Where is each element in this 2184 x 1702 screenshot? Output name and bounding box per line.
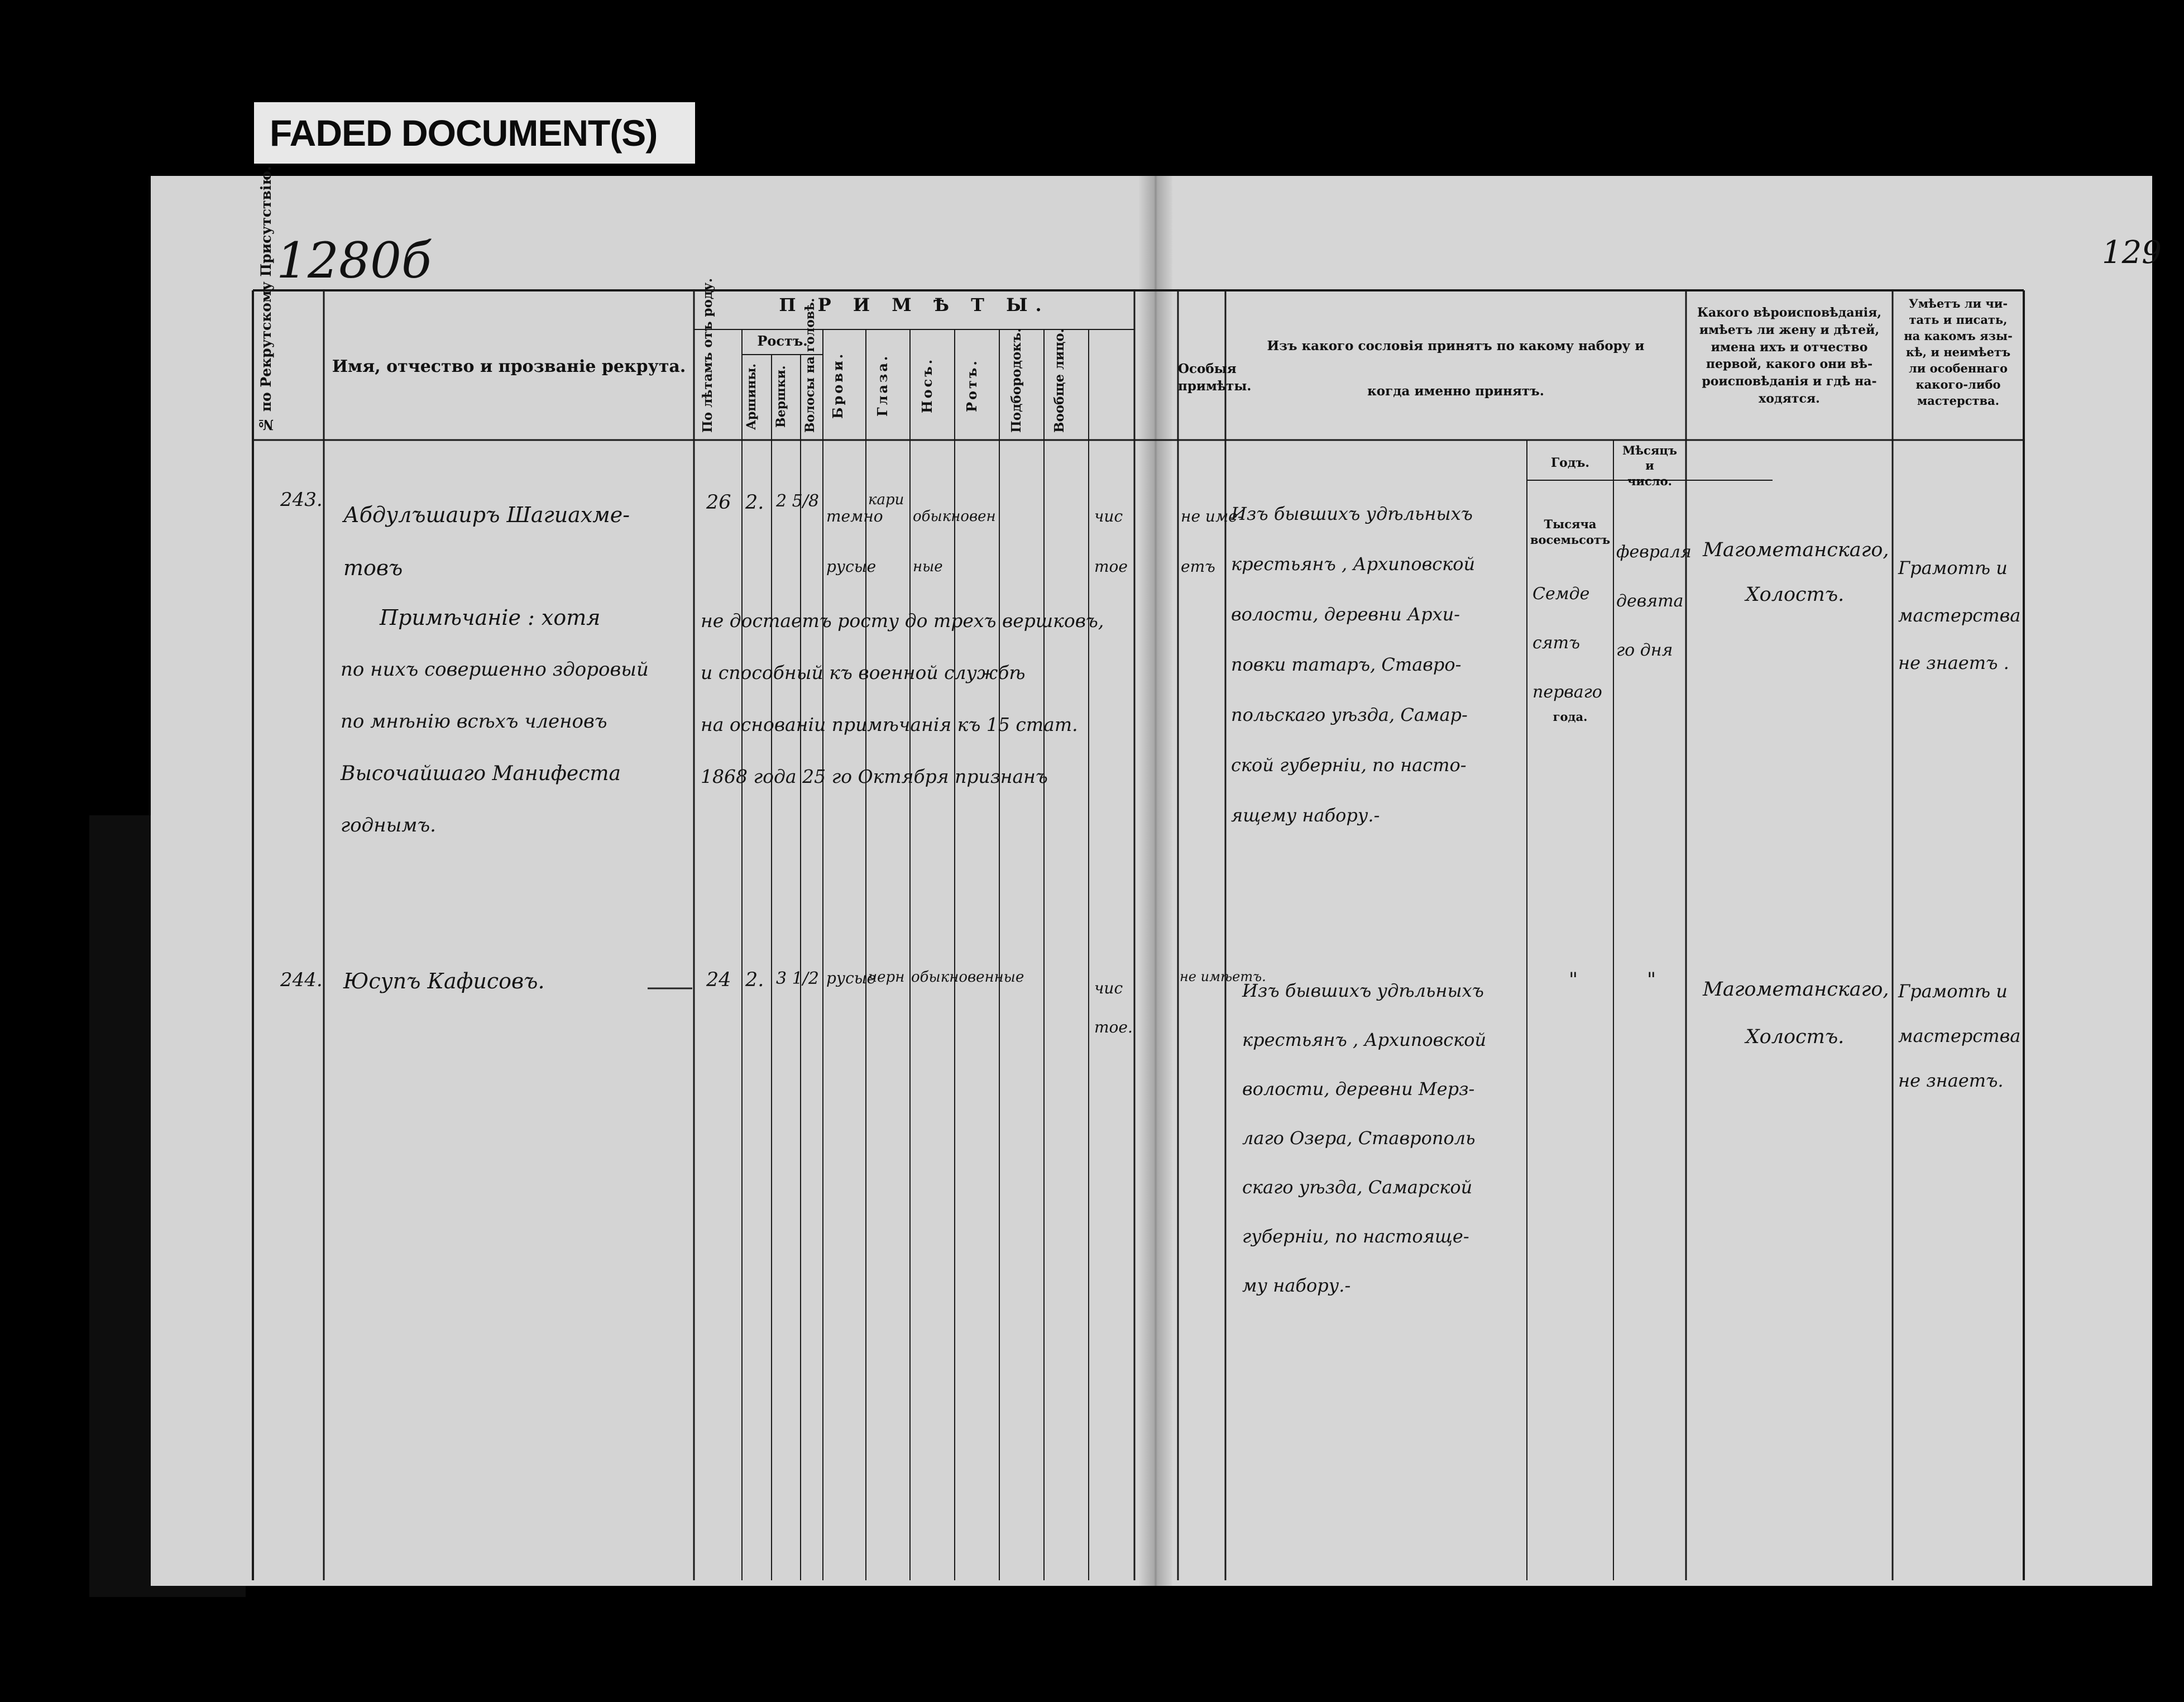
year-value: Семде сятъ перваго — [1532, 584, 1602, 702]
hair-value: темно русые — [826, 507, 883, 576]
estate-value: Изъ бывшихъ удѣльныхъ крестьянъ , Архиповской волости, деревни Мерз- лаго Озера, Ставрополь скаго уѣзда, Самарской губерніи, по настояще- му набору.- — [1242, 980, 1487, 1296]
year-printed-prefix: Тысяча восемьсотъ — [1530, 517, 1611, 547]
faded-document-stamp: FADED DOCUMENT(S) — [254, 102, 695, 164]
year-printed-suffix: года. — [1553, 710, 1588, 724]
vershki-value: 2 5/8 — [776, 491, 819, 511]
month-day-value: " — [1647, 969, 1656, 991]
record-number: 244. — [280, 969, 323, 991]
page-number-right: 129 — [2102, 235, 2162, 271]
eyes-value: обыкновенные — [911, 969, 1024, 986]
special-marks-value: не име- етъ — [1181, 507, 1243, 576]
header-height: Ростъ. — [757, 333, 808, 349]
note-left: Примѣчаніе : хотя по нихъ совершенно здоровый по мнѣнію всѣхъ членовъ Высочайшаго Манифеста годнымъ. — [341, 605, 649, 836]
religion-value: Магометанскаго, Холостъ. — [1703, 978, 1889, 1048]
header-religion: Какого вѣроисповѣданія, имѣетъ ли жену и дѣтей, имена ихъ и отчество первой, какого они вѣ- роисповѣданія и гдѣ на- ходятся. — [1697, 305, 1881, 406]
arshin-value: 2. — [745, 491, 764, 514]
vershki-value: 3 1/2 — [776, 969, 819, 988]
age-value: 26 — [706, 491, 731, 514]
header-eyes: Глаза. — [874, 353, 890, 417]
literacy-value: Грамотѣ и мастерства не знаетъ. — [1898, 981, 2021, 1091]
header-literacy: Умѣетъ ли чи- тать и писать, на какомъ язы- кѣ, и неимѣетъ ли особеннаго какого-либо мастерства. — [1904, 297, 2013, 408]
recruit-name: Юсупъ Кафисовъ. — [343, 969, 545, 993]
header-special-marks: Особыя примѣты. — [1178, 361, 1252, 394]
header-recruit-name: Имя, отчество и прозваніе рекрута. — [332, 357, 686, 376]
page-number-left: 1280б — [276, 232, 432, 289]
header-brows: Брови. — [830, 351, 846, 419]
header-mouth: Ротъ. — [964, 358, 980, 412]
record-number: 243. — [280, 489, 323, 511]
estate-value: Изъ бывшихъ удѣльныхъ крестьянъ , Архиповской волости, деревни Архи- повки татаръ, Ставро- польскаго уѣзда, Самар- ской губерніи, по насто- ящему набору.- — [1231, 503, 1476, 826]
header-chin: Подбородокъ. — [1009, 328, 1024, 433]
header-face: Вообще лицо. — [1052, 328, 1067, 433]
header-estate: Изъ какого сословія принятъ по какому набору и когда именно принятъ. — [1267, 338, 1645, 399]
header-arshin: Аршины. — [744, 363, 759, 430]
brows-value: кари — [868, 491, 904, 508]
header-vershki: Вершки. — [774, 365, 788, 428]
header-record-number: № по Рекрутскому Присутствію. — [258, 166, 274, 433]
brows-value: черн — [868, 969, 905, 986]
special-marks-value: не имѣетъ. — [1180, 969, 1266, 984]
arshin-value: 2. — [745, 969, 764, 991]
eyes-value: обыкновен ные — [913, 508, 996, 575]
hair-value: русые — [826, 969, 877, 987]
header-year: Годъ. — [1550, 456, 1590, 470]
name-dash — [648, 987, 692, 990]
ledger-book — [151, 166, 2162, 1586]
header-hair: Волосы на головѣ. — [803, 298, 817, 433]
face-value: чис тое. — [1094, 979, 1133, 1036]
face-value: чис тое — [1094, 507, 1128, 576]
header-descriptions: П Р И М Ѣ Т Ы. — [779, 294, 1050, 315]
year-value: " — [1569, 969, 1578, 991]
literacy-value: Грамотѣ и мастерства не знаетъ . — [1898, 557, 2021, 673]
note-continuation: не достаетъ росту до трехъ вершковъ, и способный къ военной службѣ на основаніи примѣчанія къ 15 стат. 1868 года 25 го Октября признанъ — [701, 610, 1104, 787]
religion-value: Магометанскаго, Холостъ. — [1703, 539, 1889, 606]
age-value: 24 — [706, 969, 731, 991]
header-age: По лѣтамъ отъ роду. — [700, 278, 715, 433]
month-day-value: февраля девята го дня — [1616, 542, 1692, 660]
header-month-day: Мѣсяцъ и число. — [1622, 443, 1677, 488]
recruit-name: Абдулъшаиръ Шагиахме- товъ — [343, 503, 630, 580]
header-nose: Носъ. — [919, 357, 935, 414]
